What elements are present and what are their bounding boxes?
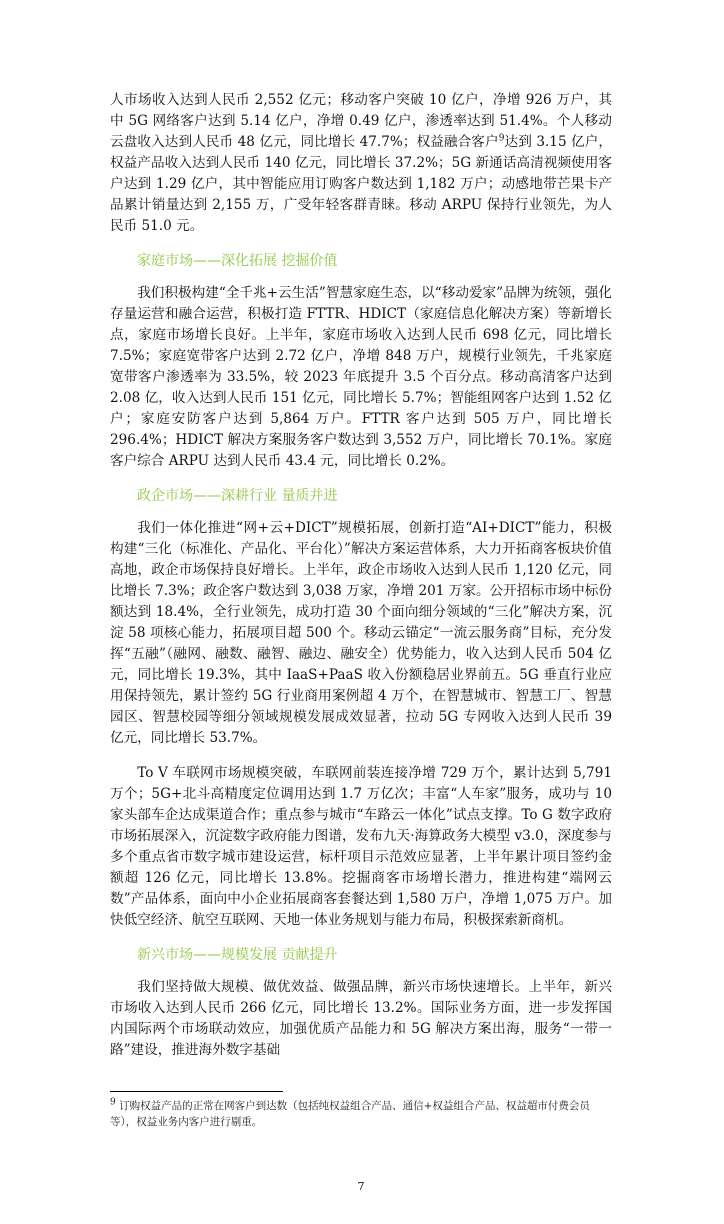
paragraph-personal-market xyxy=(110,90,612,237)
page-body xyxy=(110,90,612,1061)
section-heading-new-market: 新兴市场——规模发展 贡献提升 xyxy=(137,947,338,963)
footnote-divider xyxy=(110,1091,283,1092)
paragraph-text: 达到 3.15 亿户，权益产品收入达到人民币 140 亿元，同比增长 37.2%；5G 新通话高清视频使用客户达到 1.29 亿户，其中智能应用订购客户数达到 1,182 万户；动感地带芒果卡产品累计销量达到 2,155 万，广受年轻客群青睐。移动 ARPU 保持行业领先，为人民币 51.0 元。 xyxy=(110,134,612,234)
paragraph-text: 人市场收入达到人民币 2,552 亿元；移动客户突破 10 亿户，净增 926 万户，其中 5G 网络客户达到 5.14 亿户，净增 0.49 亿户，渗透率达到 51.4%。个人移动云盘收入达到人民币 48 亿元，同比增长 47.7%；权益融合客户 xyxy=(110,92,612,150)
footnote-mark: 9 xyxy=(110,1097,116,1108)
paragraph-home-market: 我们积极构建“全千兆+云生活”智慧家庭生态，以“移动爱家”品牌为统领，强化存量运营和融合运营，积极打造 FTTR、HDICT（家庭信息化解决方案）等新增长点，家庭市场增长良好。上半年，家庭市场收入达到人民币 698 亿元，同比增长 7.5%；家庭宽带客户达到 2.72 亿户，净增 848 万户，规模行业领先，千兆家庭宽带客户渗透率为 33.5%，较 2023 年底提升 3.5 个百分点。移动高清客户达到 2.08 亿，收入达到人民币 151 亿元，同比增长 5.7%；智能组网客户达到 1.52 亿户；家庭安防客户达到 5,864 万户。FTTR 客户达到 505 万户，同比增长 296.4%；HDICT 解决方案服务客户数达到 3,552 万户，同比增长 70.1%。家庭客户综合 ARPU 达到人民币 43.4 元，同比增长 0.2%。 xyxy=(110,285,612,469)
footnote-ref[interactable]: 9 xyxy=(498,133,505,144)
page-number: 7 xyxy=(357,1180,365,1193)
spacer xyxy=(110,1061,612,1081)
footnote-text: 订购权益产品的正常在网客户到达数（包括纯权益组合产品、通信+权益组合产品、权益超市付费会员等），权益业务内客户进行剔重。 xyxy=(110,1100,590,1128)
paragraph-tov-tog: To V 车联网市场规模突破，车联网前装连接净增 729 万个，累计达到 5,791 万个；5G+北斗高精度定位调用达到 1.7 万亿次；丰富“人车家”服务，成功与 10 家头部车企达成渠道合作；重点参与城市“车路云一体化”试点支撑。To G 数字政府市场拓展深入，沉淀数字政府能力图谱，发布九天·海算政务大模型 v3.0，深度参与多个重点省市数字城市建设运营，标杆项目示范效应显著，上半年累计项目签约金额超 126 亿元，同比增长 13.8%。挖掘商客市场增长潜力，推进构建“端网云数”产品体系，面向中小企业拓展商客套餐达到 1,580 万户，净增 1,075 万户。加快低空经济、航空互联网、天地一体业务规划与能力布局，积极探索新商机。 xyxy=(110,765,612,928)
footnote xyxy=(110,1098,610,1130)
section-heading-enterprise-market: 政企市场——深耕行业 量质并进 xyxy=(137,488,338,504)
paragraph-enterprise-market: 我们一体化推进“网+云+DICT”规模拓展，创新打造“AI+DICT”能力，积极构建“三化（标准化、产品化、平台化）”解决方案运营体系，大力开拓商客板块价值高地，政企市场保持良好增长。上半年，政企市场收入达到人民币 1,120 亿元，同比增长 7.3%；政企客户数达到 3,038 万家，净增 201 万家。公开招标市场中标份额达到 18.4%，全行业领先，成功打造 30 个面向细分领域的“三化”解决方案，沉淀 58 项核心能力，拓展项目超 500 个。移动云锚定“一流云服务商”目标，充分发挥“五融”（融网、融数、融智、融边、融安全）优势能力，收入达到人民币 504 亿元，同比增长 19.3%，其中 IaaS+PaaS 收入份额稳居业界前五。5G 垂直行业应用保持领先，累计签约 5G 行业商用案例超 4 万个，在智慧城市、智慧工厂、智慧园区、智慧校园等细分领域规模发展成效显著，拉动 5G 专网收入达到人民币 39 亿元，同比增长 53.7%。 xyxy=(110,520,612,746)
section-heading-home-market: 家庭市场——深化拓展 挖掘价值 xyxy=(137,253,338,269)
paragraph-new-market: 我们坚持做大规模、做优效益、做强品牌，新兴市场快速增长。上半年，新兴市场收入达到人民币 266 亿元，同比增长 13.2%。国际业务方面，进一步发挥国内国际两个市场联动效应，加强优质产品能力和 5G 解决方案出海，服务“一带一路”建设，推进海外数字基础 xyxy=(110,979,612,1058)
